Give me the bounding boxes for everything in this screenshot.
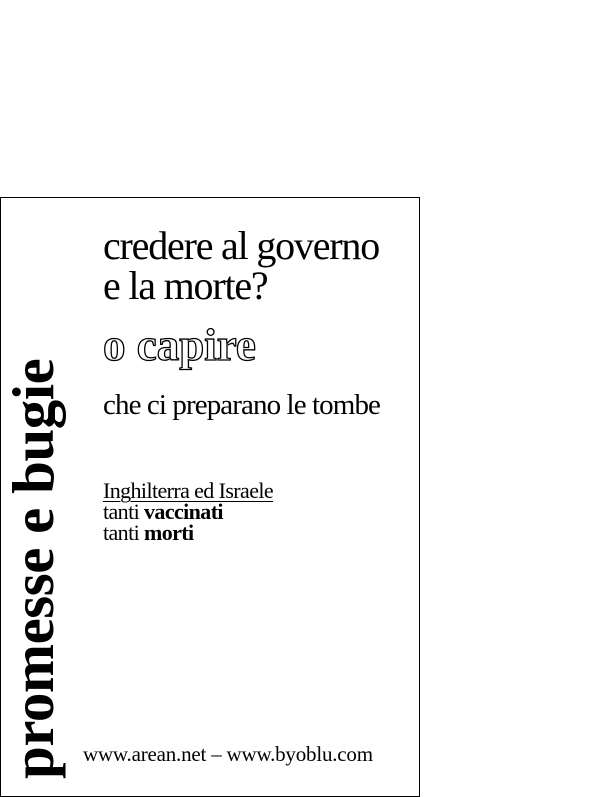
headline-line-2: e la morte? bbox=[103, 263, 268, 308]
footer-urls: www.arean.net – www.byoblu.com bbox=[83, 742, 373, 766]
facts-line-1-prefix: tanti bbox=[103, 499, 145, 524]
facts-heading: Inghilterra ed Israele bbox=[103, 478, 274, 503]
facts-line-2 bbox=[103, 522, 273, 543]
facts-block bbox=[103, 480, 273, 543]
facts-line-2-prefix: tanti bbox=[103, 520, 145, 545]
subline: che ci preparano le tombe bbox=[103, 389, 381, 421]
headline bbox=[103, 223, 379, 308]
outline-text: o capire bbox=[103, 320, 256, 370]
side-title: promesse e bugie bbox=[0, 358, 66, 779]
facts-line-1 bbox=[103, 501, 273, 522]
headline-line-1: credere al governo bbox=[103, 223, 379, 268]
facts-line-1-bold: vaccinati bbox=[144, 499, 223, 524]
facts-line-2-bold: morti bbox=[144, 520, 194, 545]
